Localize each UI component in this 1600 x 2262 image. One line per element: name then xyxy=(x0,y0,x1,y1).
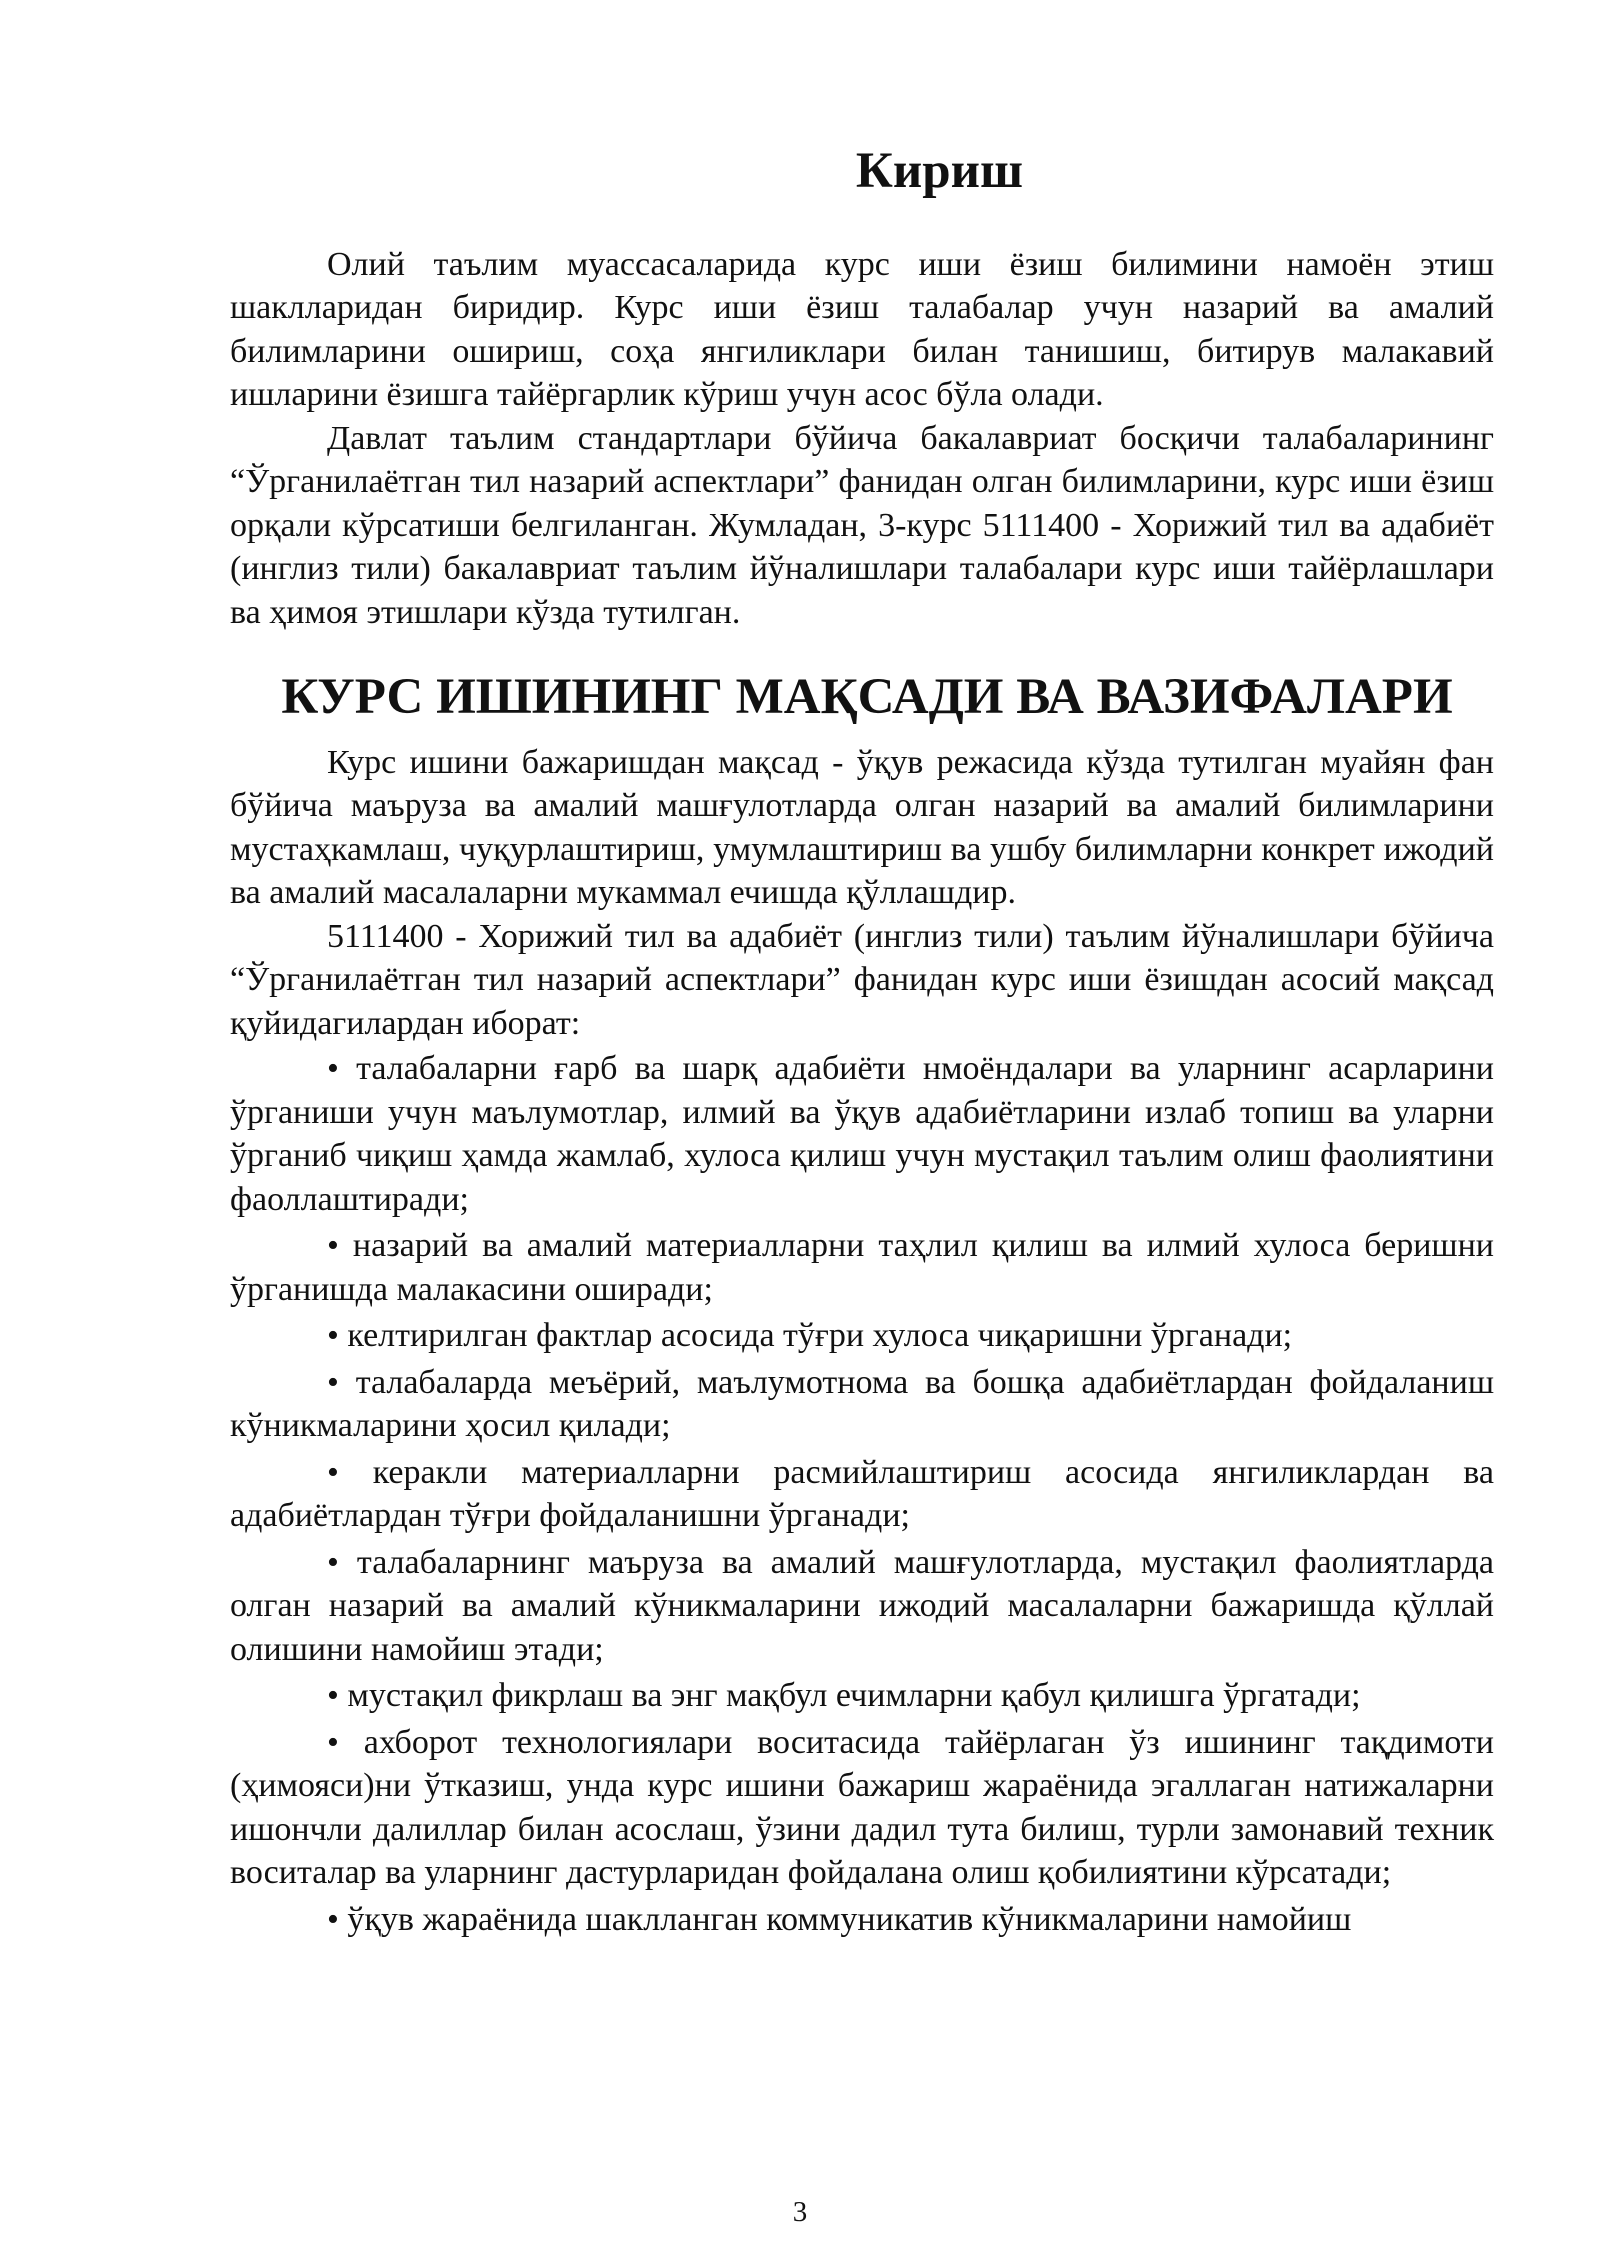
intro-heading: Кириш xyxy=(855,143,1024,199)
list-item: • ахборот технологиялари воситасида тайёрлаган ўз ишининг тақдимоти (ҳимояси)ни ўтказиш, унда курс ишини бажариш жараёнида эгаллаган натижаларни ишончли далиллар билан асослаш, ўзини дадил тута билиш, турли замонавий техник воситалар ва уларнинг дастурларидан фойдалана олиш қобилиятини кўрсатади; xyxy=(230,1723,1494,1891)
list-item: • мустақил фикрлаш ва энг мақбул ечимларни қабул қилишга ўргатади; xyxy=(327,1677,1361,1714)
intro-paragraph: Олий таълим муассасаларида курс иши ёзиш билимини намоён этиш шаклларидан биридир. Курс иши ёзиш талабалар учун назарий ва амалий билимларини ошириш, соҳа янгиликлари билан танишиш, битирув малакавий ишларини ёзишга тайёргарлик кўриш учун асос бўла олади. xyxy=(230,245,1494,413)
intro-paragraph: Давлат таълим стандартлари бўйича бакалавриат босқичи талабаларининг “Ўрганилаётган тил назарий аспектлари” фанидан олган билимларини, курс иши ёзиш орқали кўрсатиши белгиланган. Жумладан, 3-курс 5111400 - Хорижий тил ва адабиёт (инглиз тили) бакалавриат таълим йўналишлари талабалари курс иши тайёрлашлари ва ҳимоя этишлари кўзда тутилган. xyxy=(230,419,1494,631)
list-item: • талабаларда меъёрий, маълумотнома ва бошқа адабиётлардан фойдаланиш кўникмаларини ҳосил қилади; xyxy=(230,1363,1494,1444)
page-number: 3 xyxy=(792,2196,808,2228)
list-item: • керакли материалларни расмийлаштириш асосида янгиликлардан ва адабиётлардан тўғри фойдаланишни ўрганади; xyxy=(230,1453,1494,1534)
list-item: • талабаларнинг маъруза ва амалий машғулотларда, мустақил фаолиятларда олган назарий ва амалий кўникмаларини ижодий масалаларни бажаришда қўллай олишини намойиш этади; xyxy=(230,1543,1494,1668)
section-paragraph: Курс ишини бажаришдан мақсад - ўқув режасида кўзда тутилган муайян фан бўйича маъруза ва амалий машғулотларда олган назарий ва амалий билимларини мустаҳкамлаш, чуқурлаштириш, умумлаштириш ва ушбу билимларни конкрет ижодий ва амалий масалаларни мукаммал ечишда қўллашдир. xyxy=(230,743,1494,911)
section-heading: КУРС ИШИНИНГ МАҚСАДИ ВА ВАЗИФАЛАРИ xyxy=(281,669,1453,725)
list-item: • келтирилган фактлар асосида тўғри хулоса чиқаришни ўрганади; xyxy=(327,1317,1293,1354)
list-item: • назарий ва амалий материалларни таҳлил қилиш ва илмий хулоса беришни ўрганишда малакасини оширади; xyxy=(230,1227,1494,1308)
goals-list xyxy=(230,1047,1494,1941)
document-page xyxy=(230,143,1494,1941)
list-item: • талабаларни ғарб ва шарқ адабиёти нмоёндалари ва уларнинг асарларини ўрганиши учун маълумотлар, илмий ва ўқув адабиётларини излаб топиш ва уларни ўрганиб чиқиш ҳамда жамлаб, хулоса қилиш учун мустақил таълим олиш фаолиятини фаоллаштиради; xyxy=(230,1050,1494,1218)
section-paragraph: 5111400 - Хорижий тил ва адабиёт (инглиз тили) таълим йўналишлари бўйича “Ўрганилаётган тил назарий аспектлари” фанидан курс иши ёзишдан асосий мақсад қуйидагилардан иборат: xyxy=(230,917,1494,1042)
list-item: • ўқув жараёнида шаклланган коммуникатив кўникмаларини намойиш xyxy=(327,1900,1352,1938)
